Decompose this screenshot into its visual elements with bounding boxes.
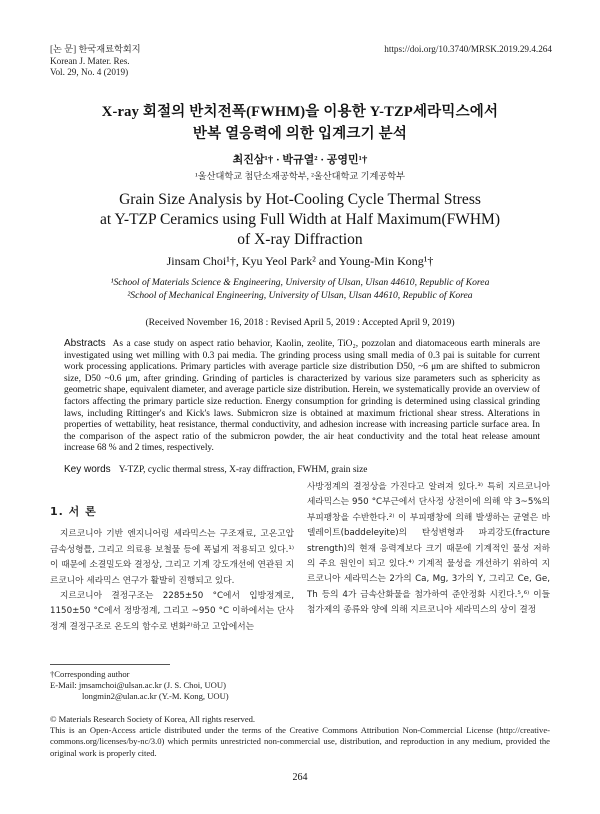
copyright-notice <box>50 714 550 759</box>
paragraph: 사방정계의 결정상을 가진다고 알려져 있다.³⁾ 특히 지르코니아 세라믹스는 950 °C부근에서 단사정 상전이에 의해 약 3~5%의 부피팽창을 수반한다.²⁾ 이 부피팽창에 의해 발생하는 균열은 바델레이트(baddeleyite)의 탄성변형과 파괴강도(fracture strength)의 현재 응력계보다 크기 때문에 기계적인 물성 저하의 주요 원인이 되고 있다.⁴⁾ 기계적 물성을 개선하기 위하여 지르코니아 세라믹스는 2가의 Ca, Mg, 3가의 Y, 그리고 Ce, Ge, Th 등의 4가 금속산화물을 첨가하여 준안정화 시킨다.⁵,⁶⁾ 이들 첨가제의 종류와 양에 의해 지르코니아 세라믹스의 상이 결정 <box>307 482 550 616</box>
keywords-label: Key words <box>64 464 111 475</box>
english-title-line1: Grain Size Analysis by Hot-Cooling Cycle Thermal Stress <box>119 191 481 208</box>
journal-volume: Vol. 29, No. 4 (2019) <box>50 67 129 77</box>
english-authors: Jinsam Choi¹†, Kyu Yeol Park² and Young-Min Kong¹† <box>166 254 434 268</box>
license-text: This is an Open-Access article distributed under the terms of the Creative Commons Attribution Non-Commercial License (http://creative-commons.org/licenses/by-nc/3.0) which permits unrestricted non-commercial use, distribution, and reproduction in any medium, provided the original work is properly cited. <box>50 725 550 758</box>
abstract-label: Abstracts <box>64 338 106 349</box>
section-heading-introduction: 1. 서 론 <box>50 505 97 518</box>
email-line-1: E-Mail: jmsamchoi@ulsan.ac.kr (J. S. Choi, UOU) <box>50 680 226 691</box>
english-title-line3: of X-ray Diffraction <box>237 231 363 248</box>
received-dates: (Received November 16, 2018 : Revised April 5, 2019 : Accepted April 9, 2019) <box>145 317 455 328</box>
copyright-line: © Materials Research Society of Korea, All rights reserved. <box>50 714 256 724</box>
abstract-text: As a case study on aspect ratio behavior, Kaolin, zeolite, TiO₂, pozzolan and diatomaceous earth minerals are investigated using wet milling with 0.3 pai media. The grinding process using small media of 0.3 pai is suitable for current work processing applications. Primary particles with average particle size distribution D50, ~6 μm are shifted to submicron size, D50 ~0.6 μm, after grinding. Grinding of particles is characterized by various size parameters such as sphericity as geometric shape, equivalent diameter, and average particle size distribution. Herein, we systematically provide an overview of factors affecting the primary particle size reduction. Energy consumption for grinding is determined using classical grinding laws, including Rittinger's and Kick's laws. Submicron size is obtained at maximum frictional shear stress. Alterations in properties of wettability, heat resistance, thermal conductivity, and adhesion increase with increasing particle surface area. In the comparison of the aspect ratio of the submicron powder, the air heat conductivity and the total heat release amount increase 68 % and 2 times, respectively. <box>64 339 541 454</box>
keywords-text: Y-TZP, cyclic thermal stress, X-ray diffraction, FWHM, grain size <box>118 465 368 475</box>
body-column-left <box>50 504 294 635</box>
footnote <box>50 669 229 703</box>
english-affiliation-2: ²School of Mechanical Engineering, University of Ulsan, Ulsan 44610, Republic of Korea <box>127 290 473 301</box>
korean-affiliations: ¹울산대학교 첨단소재공학부, ²울산대학교 기계공학부 <box>195 171 405 181</box>
abstract <box>64 338 540 455</box>
english-title-line2: at Y-TZP Ceramics using Full Width at Half Maximum(FWHM) <box>99 211 501 228</box>
journal-name-ko: [논 문] 한국재료학회지 <box>50 44 141 54</box>
english-title <box>40 190 560 250</box>
paragraph: 지르코니아 기반 엔지니어링 세라믹스는 구조재료, 고온고압 금속성형틀, 그리고 의료용 보철물 등에 폭넓게 적용되고 있다.¹⁾ 이 때문에 소결밀도와 결정상, 그리고 기계 강도개선에 연관된 지르코니아 세라믹스 연구가 활발히 진행되고 있다. <box>50 529 294 586</box>
korean-title-line1: X-ray 회절의 반치전폭(FWHM)을 이용한 Y-TZP세라믹스에서 <box>101 104 499 120</box>
english-affiliations <box>40 276 560 302</box>
email-line-2: longmin2@ulan.ac.kr (Y.-M. Kong, UOU) <box>82 691 229 702</box>
journal-header <box>50 44 141 79</box>
korean-title <box>40 101 560 145</box>
journal-name-en: Korean J. Mater. Res. <box>50 55 130 66</box>
paragraph: 지르코니아 결정구조는 2285±50 °C에서 입방정계로, 1150±50 °C에서 정방정계, 그리고 ~950 °C 이하에서는 단사정계 결정구조로 온도의 함수로 변화²⁾하고 고압에서는 <box>50 591 294 632</box>
body-column-right <box>307 480 550 619</box>
english-affiliation-1: ¹School of Materials Science & Engineering, University of Ulsan, Ulsan 44610, Republic of Korea <box>110 277 490 288</box>
doi-link[interactable]: https://doi.org/10.3740/MRSK.2019.29.4.264 <box>384 44 552 54</box>
page-number: 264 <box>292 772 308 783</box>
korean-title-line2: 반복 열응력에 의한 입계크기 분석 <box>192 126 408 142</box>
corresponding-author: †Corresponding author <box>50 669 130 679</box>
keywords <box>64 464 367 475</box>
korean-authors: 최진삼¹† · 박규열² · 공영민¹† <box>232 154 368 166</box>
footnote-divider <box>50 664 170 665</box>
